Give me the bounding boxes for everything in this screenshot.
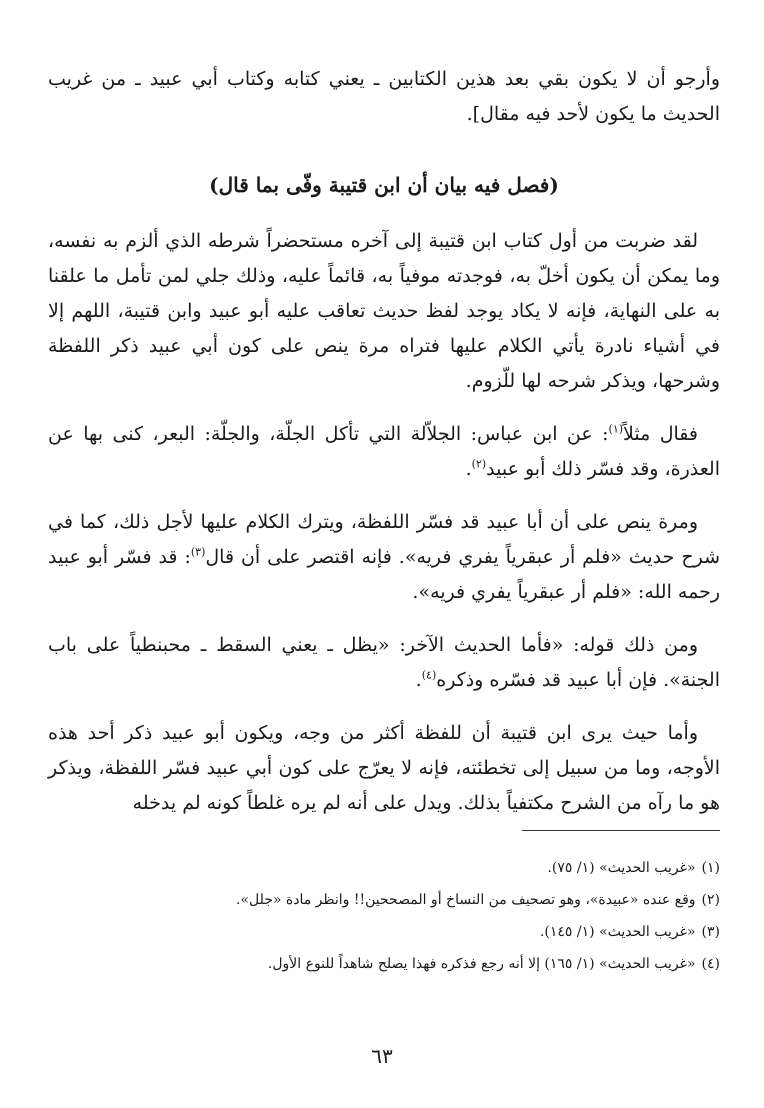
footnote-ref-2[interactable]: (٢) [471, 457, 487, 471]
paragraph-4-text-a: ومن ذلك قوله: «فأما الحديث الآخر: «يظل ـ يعني السقط ـ محبنطياً على باب الجنة». فإن أبا عبيد قد فسّره وذكره [48, 634, 720, 691]
footnote-number: (٣) [701, 924, 720, 940]
paragraph-2-text-a: فقال مثلاً [623, 423, 698, 445]
paragraph-2 [48, 417, 720, 487]
page-body [48, 62, 720, 972]
paragraph-5: وأما حيث يرى ابن قتيبة أن للفظة أكثر من وجه، ويكون أبو عبيد ذكر أحد هذه الأوجه، وما من سبيل إلى تخطئته، فإنه لا يعرّج على كون أبي عبيد فسّر اللفظة، ويذكر هو ما رآه من الشرح مكتفياً بذلك. ويدل على أنه لم يره غلطاً كونه لم يدخله [48, 722, 720, 814]
footnote-number: (١) [701, 860, 720, 876]
paragraph-3-text-b: : قد فسّر أبو عبيد رحمه الله: «فلم أر عبقرياً يفري فريه». [48, 546, 720, 603]
footnote-ref-3[interactable]: (٣) [190, 545, 206, 559]
footnote-text: «غريب الحديث» (١/ ٧٥). [547, 860, 696, 876]
page-number: ٦٣ [371, 1044, 393, 1068]
paragraph-3-text-a: ومرة ينص على أن أبا عبيد قد فسّر اللفظة، ويترك الكلام عليها لأجل ذلك، كما في شرح حديث «فلم أر عبقرياً يفري فريه». فإنه اقتصر على أن قال [48, 511, 720, 568]
footnote-ref-4[interactable]: (٤) [421, 668, 437, 682]
footnote-text: «غريب الحديث» (١/ ١٦٥) إلا أنه رجع فذكره فهذا يصلح شاهداً للنوع الأول. [267, 956, 696, 972]
footnote-item [48, 884, 720, 916]
paragraph-4-text-b: . [415, 669, 422, 691]
paragraph-2-text-c: . [465, 458, 472, 480]
footnote-item [48, 948, 720, 980]
paragraph-2-text-b: : عن ابن عباس: الجلاّلة التي تأكل الجلّة، والجلّة: البعر، كنى بها عن العذرة، وقد فسّر ذلك أبو عبيد [48, 423, 720, 480]
intro-paragraph: وأرجو أن لا يكون بقي بعد هذين الكتابين ـ يعني كتابه وكتاب أبي عبيد ـ من غريب الحديث ما يكون لأحد فيه مقال]. [48, 68, 720, 125]
footnote-text: وقع عنده «عبيدة»، وهو تصحيف من النساخ أو المصححين!! وانظر مادة «جلل». [235, 892, 696, 908]
paragraph-1: لقد ضربت من أول كتاب ابن قتيبة إلى آخره مستحضراً شرطه الذي ألزم به نفسه، وما يمكن أن يكون أخلّ به، فوجدته موفياً به، قائماً عليه، وذلك جلي لمن تأمل ما علقنا به على النهاية، فإنه لا يكاد يوجد لفظ حديث تعاقب عليه أبو عبيد وابن قتيبة، اللهم إلا في أشياء نادرة يأتي الكلام عليها فتراه مرة ينص على كون أبي عبيد ذكر اللفظة وشرحها، ويذكر شرحه لها للّزوم. [48, 230, 720, 392]
footnote-ref-1[interactable]: (١) [608, 422, 624, 436]
section-heading: (فصل فيه بيان أن ابن قتيبة وفّى بما قال) [209, 173, 559, 197]
footnote-item [48, 852, 720, 884]
footnote-text: «غريب الحديث» (١/ ١٤٥). [539, 924, 696, 940]
paragraph-4 [48, 628, 720, 698]
footnotes [48, 852, 720, 980]
footnote-number: (٢) [701, 892, 720, 908]
footnote-number: (٤) [701, 956, 720, 972]
footnote-item [48, 916, 720, 948]
paragraph-3 [48, 505, 720, 610]
footnote-divider [522, 830, 720, 831]
